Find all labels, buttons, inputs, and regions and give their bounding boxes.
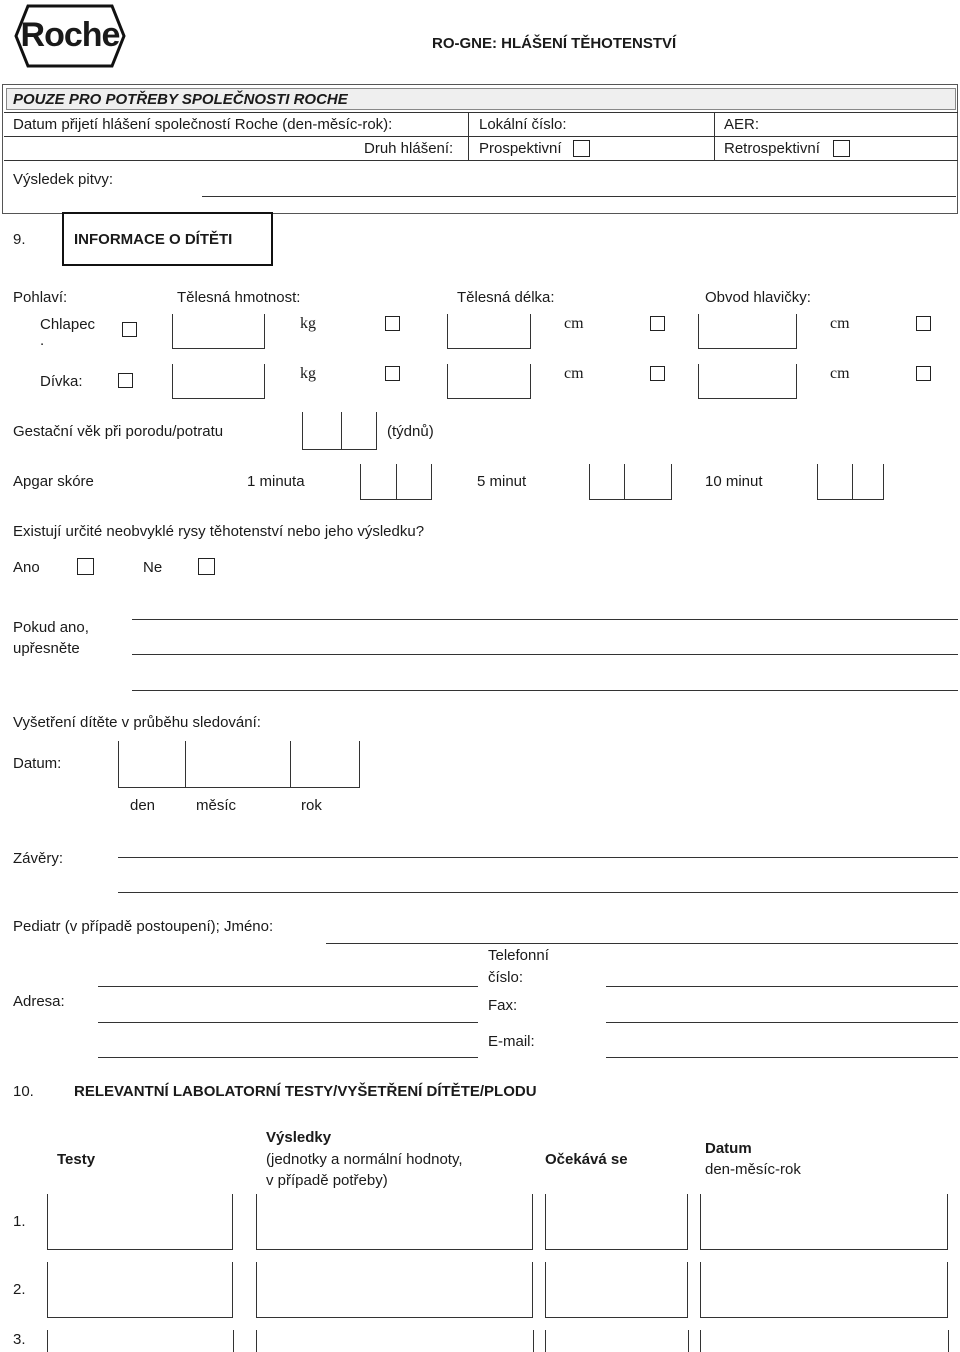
pediatrician-name-field[interactable] bbox=[326, 943, 958, 944]
if-yes-line-3[interactable] bbox=[132, 690, 958, 691]
boy-length-checkbox[interactable] bbox=[650, 316, 665, 331]
address-line-3[interactable] bbox=[98, 1057, 478, 1058]
conclusions-line-1[interactable] bbox=[118, 857, 958, 858]
unit-cm: cm bbox=[564, 315, 584, 332]
office-heading: POUZE PRO POTŘEBY SPOLEČNOSTI ROCHE bbox=[13, 91, 348, 108]
row-2-tests-field[interactable] bbox=[47, 1262, 233, 1318]
head-circumference-label: Obvod hlavičky: bbox=[705, 289, 811, 306]
gestational-age-field[interactable] bbox=[302, 412, 377, 450]
col-date-header-2: den-měsíc-rok bbox=[705, 1161, 801, 1178]
apgar-10-field[interactable] bbox=[817, 464, 884, 500]
email-field[interactable] bbox=[606, 1057, 958, 1058]
phone-label-2: číslo: bbox=[488, 969, 524, 986]
girl-length-field[interactable] bbox=[447, 364, 531, 399]
boy-weight-field[interactable] bbox=[172, 314, 265, 349]
row-1-tests-field[interactable] bbox=[47, 1194, 233, 1250]
col-results-header-3: v případě potřeby) bbox=[266, 1172, 388, 1189]
office-divider bbox=[4, 112, 958, 113]
email-label: E-mail: bbox=[488, 1033, 535, 1050]
form-title: RO-GNE: HLÁŠENÍ TĚHOTENSTVÍ bbox=[432, 35, 677, 52]
office-divider bbox=[4, 136, 958, 137]
roche-logo-text: Roche bbox=[20, 16, 120, 54]
row-3-date-field[interactable] bbox=[700, 1330, 701, 1352]
col-results-header-1: Výsledky bbox=[266, 1129, 332, 1146]
girl-head-field[interactable] bbox=[698, 364, 797, 399]
if-yes-line-1[interactable] bbox=[132, 619, 958, 620]
address-label: Adresa: bbox=[13, 993, 65, 1010]
row-3-tests-field-right bbox=[233, 1330, 234, 1352]
unit-cm: cm bbox=[830, 315, 850, 332]
autopsy-field[interactable] bbox=[202, 196, 956, 197]
girl-head-checkbox[interactable] bbox=[916, 366, 931, 381]
weight-label: Tělesná hmotnost: bbox=[177, 289, 301, 306]
boy-length-field[interactable] bbox=[447, 314, 531, 349]
exam-label: Vyšetření dítěte v průběhu sledování: bbox=[13, 714, 261, 731]
year-label: rok bbox=[301, 797, 322, 814]
girl-checkbox[interactable] bbox=[118, 373, 133, 388]
boy-label-dot: . bbox=[40, 332, 45, 349]
conclusions-label: Závěry: bbox=[13, 850, 64, 867]
autopsy-label: Výsledek pitvy: bbox=[13, 171, 114, 188]
row-3-expected-field[interactable] bbox=[545, 1330, 546, 1352]
local-number-label: Lokální číslo: bbox=[479, 116, 567, 133]
apgar-1-label: 1 minuta bbox=[247, 473, 305, 490]
pediatrician-label: Pediatr (v případě postoupení); Jméno: bbox=[13, 918, 274, 935]
exam-date-field[interactable] bbox=[118, 741, 360, 788]
retrospective-checkbox[interactable] bbox=[833, 140, 850, 157]
boy-checkbox[interactable] bbox=[122, 322, 137, 337]
gestational-age-label: Gestační věk při porodu/potratu bbox=[13, 423, 224, 440]
section-10-number: 10. bbox=[13, 1083, 34, 1100]
office-divider bbox=[4, 160, 958, 161]
girl-weight-field[interactable] bbox=[172, 364, 265, 399]
row-number: 3. bbox=[13, 1331, 26, 1348]
office-divider bbox=[468, 112, 469, 160]
sex-label: Pohlaví: bbox=[13, 289, 68, 306]
girl-weight-checkbox[interactable] bbox=[385, 366, 400, 381]
if-yes-label-1: Pokud ano, bbox=[13, 619, 89, 636]
section-9-number: 9. bbox=[13, 231, 26, 248]
row-3-date-field-right bbox=[948, 1330, 949, 1352]
fax-field[interactable] bbox=[606, 1022, 958, 1023]
phone-label-1: Telefonní bbox=[488, 947, 549, 964]
boy-head-field[interactable] bbox=[698, 314, 797, 349]
prospective-checkbox[interactable] bbox=[573, 140, 590, 157]
if-yes-label-2: upřesněte bbox=[13, 640, 80, 657]
unit-cm: cm bbox=[564, 365, 584, 382]
address-line-1[interactable] bbox=[98, 986, 478, 987]
row-number: 1. bbox=[13, 1213, 26, 1230]
row-1-date-field[interactable] bbox=[700, 1194, 948, 1250]
boy-label: Chlapec bbox=[40, 316, 96, 333]
girl-label: Dívka: bbox=[40, 373, 83, 390]
phone-field[interactable] bbox=[606, 986, 958, 987]
row-number: 2. bbox=[13, 1281, 26, 1298]
aer-label: AER: bbox=[724, 116, 760, 133]
apgar-5-field[interactable] bbox=[589, 464, 672, 500]
row-1-results-field[interactable] bbox=[256, 1194, 533, 1250]
digit-divider bbox=[852, 464, 853, 500]
section-10-title: RELEVANTNÍ LABOLATORNÍ TESTY/VYŠETŘENÍ DÍTĚTE/PLODU bbox=[74, 1083, 537, 1100]
col-expected-header: Očekává se bbox=[545, 1151, 628, 1168]
row-2-results-field[interactable] bbox=[256, 1262, 533, 1318]
boy-weight-checkbox[interactable] bbox=[385, 316, 400, 331]
length-label: Tělesná délka: bbox=[457, 289, 555, 306]
address-line-2[interactable] bbox=[98, 1022, 478, 1023]
row-3-tests-field[interactable] bbox=[47, 1330, 48, 1352]
yes-label: Ano bbox=[13, 559, 40, 576]
conclusions-line-2[interactable] bbox=[118, 892, 958, 893]
row-3-results-field-right bbox=[533, 1330, 534, 1352]
retrospective-label: Retrospektivní bbox=[724, 140, 820, 157]
row-2-expected-field[interactable] bbox=[545, 1262, 688, 1318]
girl-length-checkbox[interactable] bbox=[650, 366, 665, 381]
date-received-label: Datum přijetí hlášení společností Roche (den-měsíc-rok): bbox=[13, 116, 393, 133]
fax-label: Fax: bbox=[488, 997, 518, 1014]
weeks-label: (týdnů) bbox=[387, 423, 434, 440]
unit-kg: kg bbox=[300, 365, 316, 382]
month-label: měsíc bbox=[196, 797, 237, 814]
row-3-results-field[interactable] bbox=[256, 1330, 257, 1352]
digit-divider bbox=[341, 412, 342, 450]
row-2-date-field[interactable] bbox=[700, 1262, 948, 1318]
office-divider bbox=[714, 112, 715, 160]
day-label: den bbox=[130, 797, 156, 814]
boy-head-checkbox[interactable] bbox=[916, 316, 931, 331]
date-label: Datum: bbox=[13, 755, 62, 772]
row-3-expected-field-right bbox=[688, 1330, 689, 1352]
yes-checkbox[interactable] bbox=[77, 558, 94, 575]
digit-divider bbox=[624, 464, 625, 500]
col-results-header-2: (jednotky a normální hodnoty, bbox=[266, 1151, 463, 1168]
digit-divider bbox=[396, 464, 397, 500]
apgar-5-label: 5 minut bbox=[477, 473, 527, 490]
date-divider bbox=[185, 741, 186, 788]
section-9-title: INFORMACE O DÍTĚTI bbox=[74, 231, 233, 248]
unit-cm: cm bbox=[830, 365, 850, 382]
no-checkbox[interactable] bbox=[198, 558, 215, 575]
unit-kg: kg bbox=[300, 315, 316, 332]
apgar-10-label: 10 minut bbox=[705, 473, 763, 490]
col-tests-header: Testy bbox=[57, 1151, 96, 1168]
roche-logo bbox=[14, 4, 126, 68]
date-divider bbox=[290, 741, 291, 788]
if-yes-line-2[interactable] bbox=[132, 654, 958, 655]
row-1-expected-field[interactable] bbox=[545, 1194, 688, 1250]
no-label: Ne bbox=[143, 559, 163, 576]
col-date-header-1: Datum bbox=[705, 1140, 752, 1157]
apgar-label: Apgar skóre bbox=[13, 473, 94, 490]
prospective-label: Prospektivní bbox=[479, 140, 562, 157]
unusual-features-question: Existují určité neobvyklé rysy těhotenství nebo jeho výsledku? bbox=[13, 523, 425, 540]
report-type-label: Druh hlášení: bbox=[364, 140, 454, 157]
